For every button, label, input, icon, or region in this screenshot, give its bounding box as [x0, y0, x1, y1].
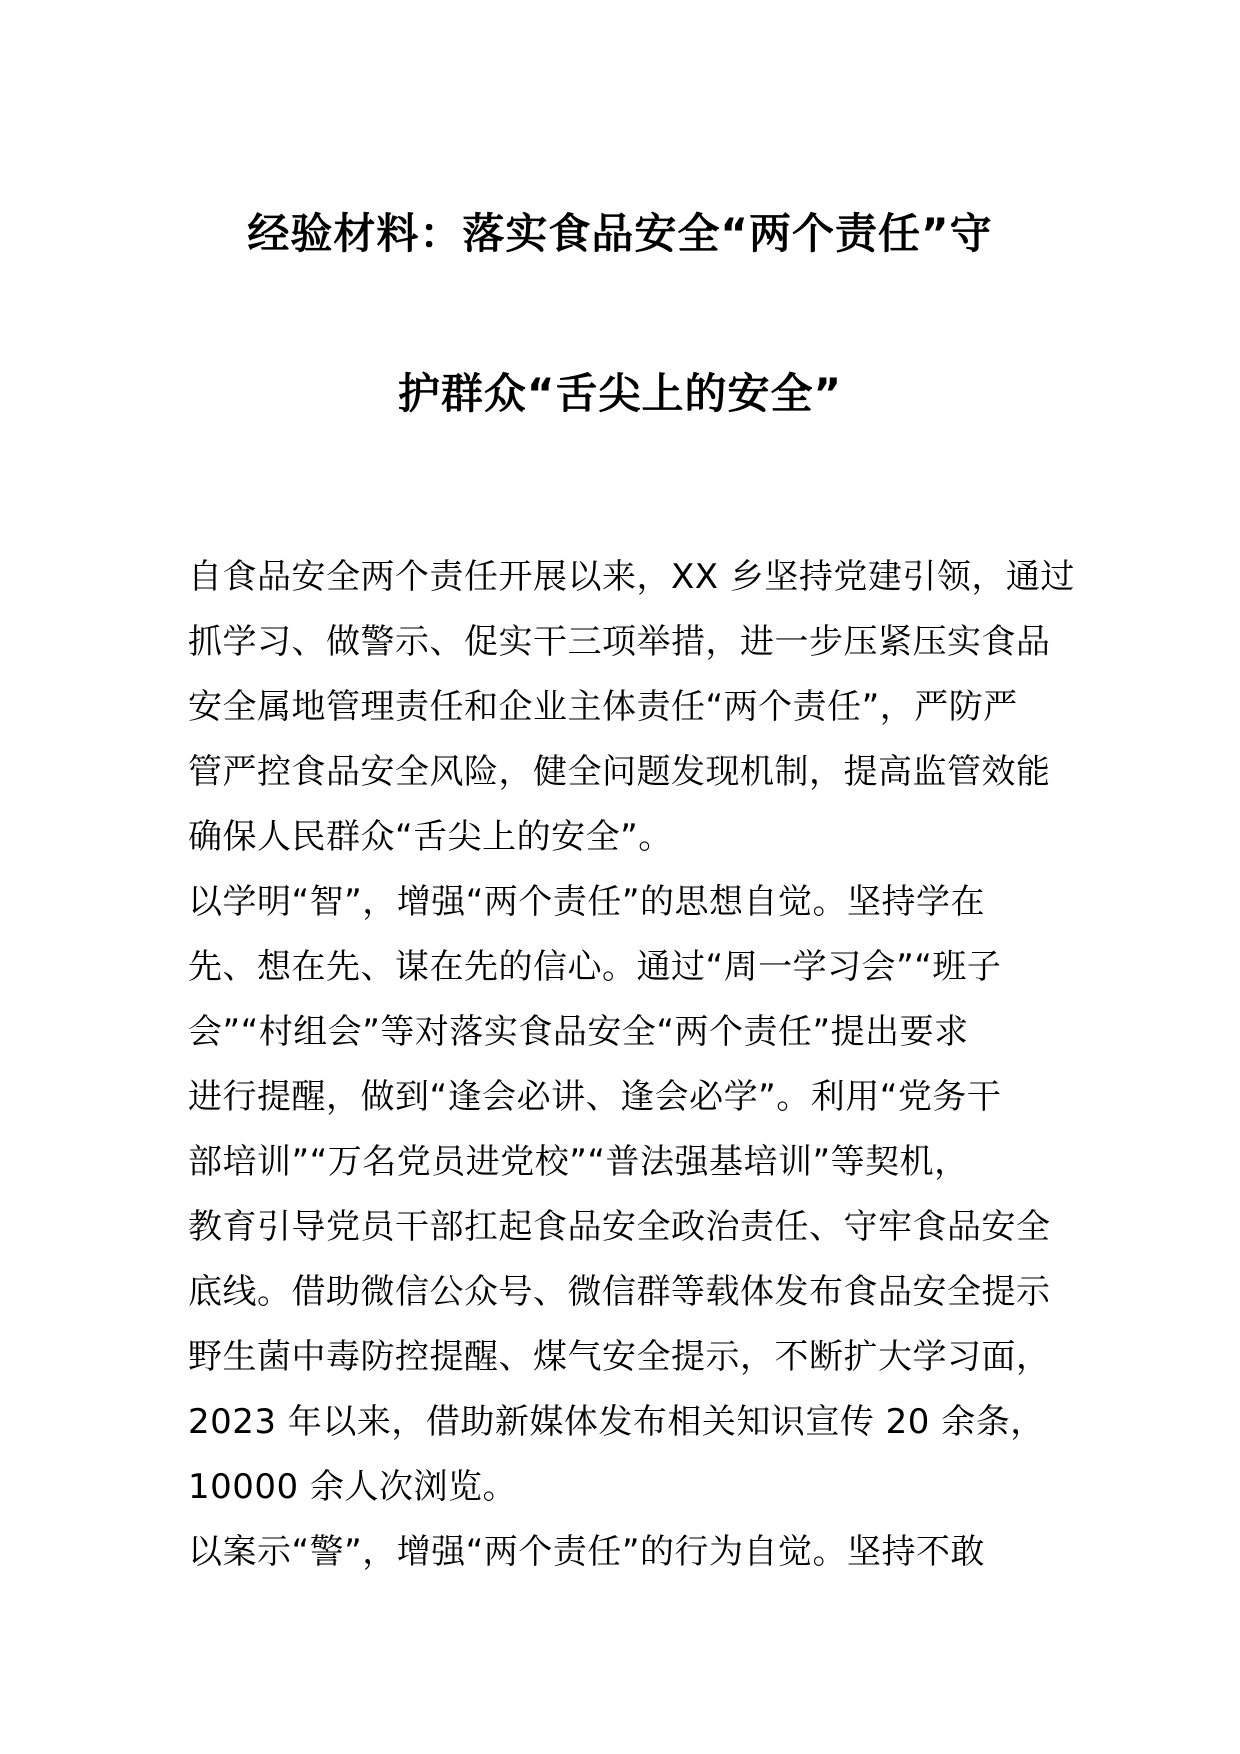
body-line: 部培训”“万名党员进党校”“普法强基培训”等契机，	[188, 1142, 969, 1182]
body-line: 10000 余人次浏览。	[188, 1467, 517, 1507]
body-line: 先、想在先、谋在先的信心。通过“周一学习会”“班子	[188, 947, 1002, 987]
body-line: 2023 年以来，借助新媒体发布相关知识宣传 20 余条，	[188, 1402, 1045, 1442]
body-line: 抓学习、做警示、促实干三项举措，进一步压紧压实食品	[188, 622, 1051, 662]
body-line: 确保人民群众“舌尖上的安全”。	[188, 817, 673, 857]
body-line: 底线。借助微信公众号、微信群等载体发布食品安全提示	[188, 1272, 1051, 1312]
body-line: 教育引导党员干部扛起食品安全政治责任、守牢食品安全	[188, 1207, 1051, 1247]
document-body	[188, 545, 1088, 1585]
document-title-line-1: 经验材料：落实食品安全“两个责任”守	[247, 209, 993, 258]
body-line: 管严控食品安全风险，健全问题发现机制，提高监管效能	[188, 752, 1051, 792]
document-title-line-2: 护群众“舌尖上的安全”	[397, 369, 843, 418]
body-line: 安全属地管理责任和企业主体责任“两个责任”，严防严	[188, 687, 1018, 727]
body-line: 会”“村组会”等对落实食品安全“两个责任”提出要求	[188, 1012, 969, 1052]
body-line: 进行提醒，做到“逢会必讲、逢会必学”。利用“党务干	[188, 1077, 1002, 1117]
body-line: 以案示“警”，增强“两个责任”的行为自觉。坚持不敢	[188, 1532, 985, 1572]
body-line: 以学明“智”，增强“两个责任”的思想自觉。坚持学在	[188, 882, 985, 922]
body-line: 自食品安全两个责任开展以来，XX 乡坚持党建引领，通过	[188, 557, 1075, 597]
body-line: 野生菌中毒防控提醒、煤气安全提示，不断扩大学习面，	[188, 1337, 1051, 1377]
